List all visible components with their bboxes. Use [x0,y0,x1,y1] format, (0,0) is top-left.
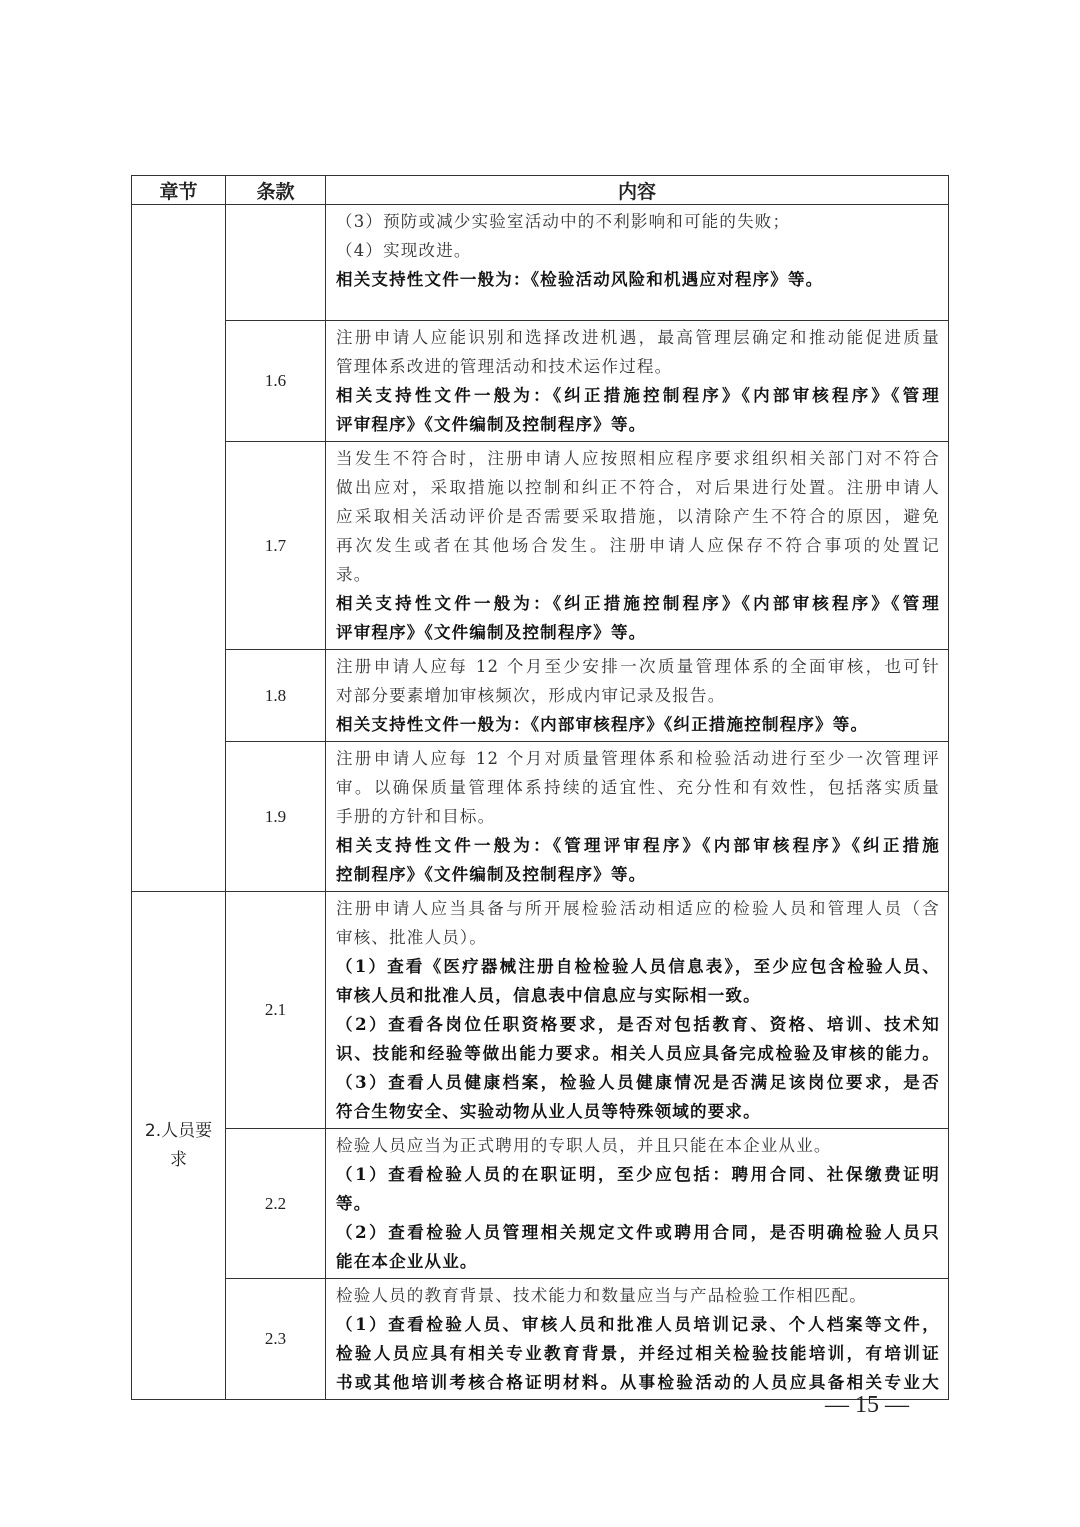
content-line: 审核、批准人员）。 [336,928,488,947]
header-clause: 条款 [226,176,326,205]
table-row [132,742,949,892]
content-line: 注册申请人应当具备与所开展检验活动相适应的检验人员和管理人员（含 [336,899,940,918]
content-cell [326,892,949,1129]
content-line-bold: 控制程序》《文件编制及控制程序》等。 [336,865,647,884]
content-line: （3）预防或减少实验室活动中的不利影响和可能的失败； [336,212,791,231]
table-row [132,1279,949,1400]
content-cell [326,205,949,321]
content-line-bold: 相关支持性文件一般为：《检验活动风险和机遇应对程序》等。 [336,270,824,289]
content-line-bold: 能在本企业从业。 [336,1252,478,1271]
table-header-row [132,176,949,205]
content-line-bold: 相关支持性文件一般为：《纠正措施控制程序》《内部审核程序》《管理 [336,594,940,613]
content-line: 做出应对，采取措施以控制和纠正不符合，对后果进行处置。注册申请人 [336,478,940,497]
content-line: （4）实现改进。 [336,241,472,260]
content-cell [326,1129,949,1279]
table-row [132,321,949,442]
clause-cell: 1.9 [226,742,326,892]
content-line: 录。 [336,565,372,584]
content-line: 当发生不符合时，注册申请人应按照相应程序要求组织相关部门对不符合 [336,449,940,468]
regulation-table [131,175,949,1400]
content-line-bold: 相关支持性文件一般为：《内部审核程序》《纠正措施控制程序》等。 [336,715,869,734]
content-cell [326,650,949,742]
content-line: 应采取相关活动评价是否需要采取措施，以清除产生不符合的原因，避免 [336,507,940,526]
content-line: 再次发生或者在其他场合发生。注册申请人应保存不符合事项的处置记 [336,536,940,555]
content-line-bold: 识、技能和经验等做出能力要求。相关人员应具备完成检验及审核的能力。 [336,1044,940,1063]
clause-cell: 2.2 [226,1129,326,1279]
content-line: 对部分要素增加审核频次，形成内审记录及报告。 [336,686,726,705]
content-line-bold: 检验人员应具有相关专业教育背景，并经过相关检验技能培训，有培训证 [336,1344,940,1363]
chapter-cell [132,205,226,892]
content-line: 注册申请人应每 12 个月至少安排一次质量管理体系的全面审核，也可针 [336,657,940,676]
content-line: 检验人员应当为正式聘用的专职人员，并且只能在本企业从业。 [336,1136,832,1155]
content-line-bold: 等。 [336,1194,372,1213]
table-row [132,1129,949,1279]
content-line-bold: 书或其他培训考核合格证明材料。从事检验活动的人员应具备相关专业大 [336,1373,940,1392]
content-line-bold: （2）查看检验人员管理相关规定文件或聘用合同，是否明确检验人员只 [336,1223,940,1242]
content-line-bold: （1）查看《医疗器械注册自检检验人员信息表》，至少应包含检验人员、 [336,957,940,976]
content-line: 审。以确保质量管理体系持续的适宜性、充分性和有效性，包括落实质量 [336,778,940,797]
content-line-bold: 相关支持性文件一般为：《纠正措施控制程序》《内部审核程序》《管理 [336,386,940,405]
clause-cell: 2.1 [226,892,326,1129]
content-cell [326,1279,949,1400]
table-row [132,205,949,321]
page-number: — 15 — [825,1392,909,1418]
content-line-bold: 评审程序》《文件编制及控制程序》等。 [336,623,647,642]
content-line: 注册申请人应每 12 个月对质量管理体系和检验活动进行至少一次管理评 [336,749,940,768]
table-row [132,650,949,742]
clause-cell: 1.6 [226,321,326,442]
content-line-bold: 评审程序》《文件编制及控制程序》等。 [336,415,647,434]
header-chapter: 章节 [132,176,226,205]
content-cell [326,442,949,650]
table-row [132,892,949,1129]
content-cell [326,742,949,892]
content-line-bold: （1）查看检验人员、审核人员和批准人员培训记录、个人档案等文件， [336,1315,940,1334]
clause-cell: 1.7 [226,442,326,650]
content-line-bold: 审核人员和批准人员，信息表中信息应与实际相一致。 [336,986,761,1005]
content-cell [326,321,949,442]
clause-cell [226,205,326,321]
content-line: 管理体系改进的管理活动和技术运作过程。 [336,357,673,376]
header-content: 内容 [326,176,949,205]
content-line-bold: （3）查看人员健康档案，检验人员健康情况是否满足该岗位要求，是否 [336,1073,940,1092]
content-line: 检验人员的教育背景、技术能力和数量应当与产品检验工作相匹配。 [336,1286,867,1305]
content-line: 注册申请人应能识别和选择改进机遇，最高管理层确定和推动能促进质量 [336,328,940,347]
table-row [132,442,949,650]
content-line-bold: （1）查看检验人员的在职证明，至少应包括：聘用合同、社保缴费证明 [336,1165,940,1184]
content-line-bold: 符合生物安全、实验动物从业人员等特殊领域的要求。 [336,1102,761,1121]
content-line-bold: 相关支持性文件一般为：《管理评审程序》《内部审核程序》《纠正措施 [336,836,940,855]
clause-cell: 1.8 [226,650,326,742]
clause-cell: 2.3 [226,1279,326,1400]
chapter-cell-personnel: 2.人员要求 [132,892,226,1400]
content-line: 手册的方针和目标。 [336,807,496,826]
content-line-bold: （2）查看各岗位任职资格要求，是否对包括教育、资格、培训、技术知 [336,1015,940,1034]
